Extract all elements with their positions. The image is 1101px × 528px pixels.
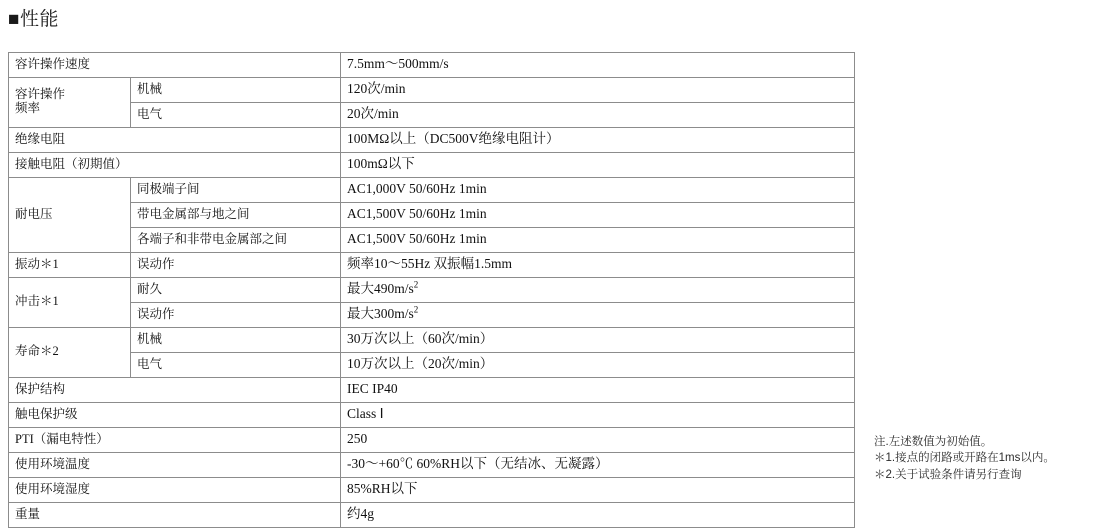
row-value: 100mΩ以下	[341, 153, 855, 178]
row-label	[9, 78, 131, 128]
row-value: 最大$490m/s^2$	[341, 278, 855, 303]
footnotes	[874, 434, 1094, 483]
row-value: AC1,500V 50/60Hz 1min	[341, 203, 855, 228]
row-label: 使用环境湿度	[9, 478, 341, 503]
row-label: PTI（漏电特性）	[9, 428, 341, 453]
table-row	[9, 328, 855, 353]
row-value: 30万次以上（60次/min）	[341, 328, 855, 353]
row-value: 约4g	[341, 503, 855, 528]
table-row	[9, 153, 855, 178]
row-value: Class Ⅰ	[341, 403, 855, 428]
row-label: 振动＊1	[9, 253, 131, 278]
row-label: 耐电压	[9, 178, 131, 253]
table-row	[9, 253, 855, 278]
row-sublabel: 电气	[131, 353, 341, 378]
row-value: AC1,000V 50/60Hz 1min	[341, 178, 855, 203]
row-sublabel: 带电金属部与地之间	[131, 203, 341, 228]
row-label: 重量	[9, 503, 341, 528]
row-label: 保护结构	[9, 378, 341, 403]
row-label: 使用环境温度	[9, 453, 341, 478]
row-value: IEC IP40	[341, 378, 855, 403]
row-label-line2: 频率	[15, 101, 41, 115]
row-value: 10万次以上（20次/min）	[341, 353, 855, 378]
table-row	[9, 378, 855, 403]
row-label: 容许操作速度	[9, 53, 341, 78]
row-label: 绝缘电阻	[9, 128, 341, 153]
row-label: 冲击＊1	[9, 278, 131, 328]
table-row	[9, 53, 855, 78]
table-row	[9, 103, 855, 128]
row-sublabel: 耐久	[131, 278, 341, 303]
table-row	[9, 503, 855, 528]
row-value: 频率10～55Hz 双振幅1.5mm	[341, 253, 855, 278]
table-row	[9, 403, 855, 428]
table-row	[9, 478, 855, 503]
table-row	[9, 428, 855, 453]
footnote-line-2: ＊1.接点的闭路或开路在1ms以内。	[874, 452, 1055, 465]
table-row	[9, 203, 855, 228]
row-value: 7.5mm～500mm/s	[341, 53, 855, 78]
row-sublabel: 误动作	[131, 253, 341, 278]
footnote-line-1: 注.左述数值为初始值。	[874, 436, 993, 448]
row-sublabel: 同极端子间	[131, 178, 341, 203]
row-sublabel: 机械	[131, 328, 341, 353]
row-sublabel: 电气	[131, 103, 341, 128]
row-value: -30～+60℃ 60%RH以下（无结冰、无凝露）	[341, 453, 855, 478]
row-value: 最大$300m/s^2$	[341, 303, 855, 328]
row-label-line1: 容许操作	[15, 87, 66, 102]
row-value: 20次/min	[341, 103, 855, 128]
row-label: 接触电阻（初期值）	[9, 153, 341, 178]
table-row	[9, 303, 855, 328]
performance-spec-table	[8, 52, 855, 528]
row-value: AC1,500V 50/60Hz 1min	[341, 228, 855, 253]
row-sublabel: 误动作	[131, 303, 341, 328]
row-value: 85%RH以下	[341, 478, 855, 503]
table-row	[9, 78, 855, 103]
table-row	[9, 178, 855, 203]
row-value: 100MΩ以上（DC500V绝缘电阻计）	[341, 128, 855, 153]
row-value: 120次/min	[341, 78, 855, 103]
row-label: 触电保护级	[9, 403, 341, 428]
row-value: 250	[341, 428, 855, 453]
table-row	[9, 453, 855, 478]
row-sublabel: 各端子和非带电金属部之间	[131, 228, 341, 253]
table-row	[9, 228, 855, 253]
table-row	[9, 278, 855, 303]
footnote-line-3: ＊2.关于试验条件请另行查询	[874, 468, 1022, 481]
row-label: 寿命＊2	[9, 328, 131, 378]
row-sublabel: 机械	[131, 78, 341, 103]
table-row	[9, 128, 855, 153]
page-title: ■性能	[8, 9, 59, 30]
table-row	[9, 353, 855, 378]
